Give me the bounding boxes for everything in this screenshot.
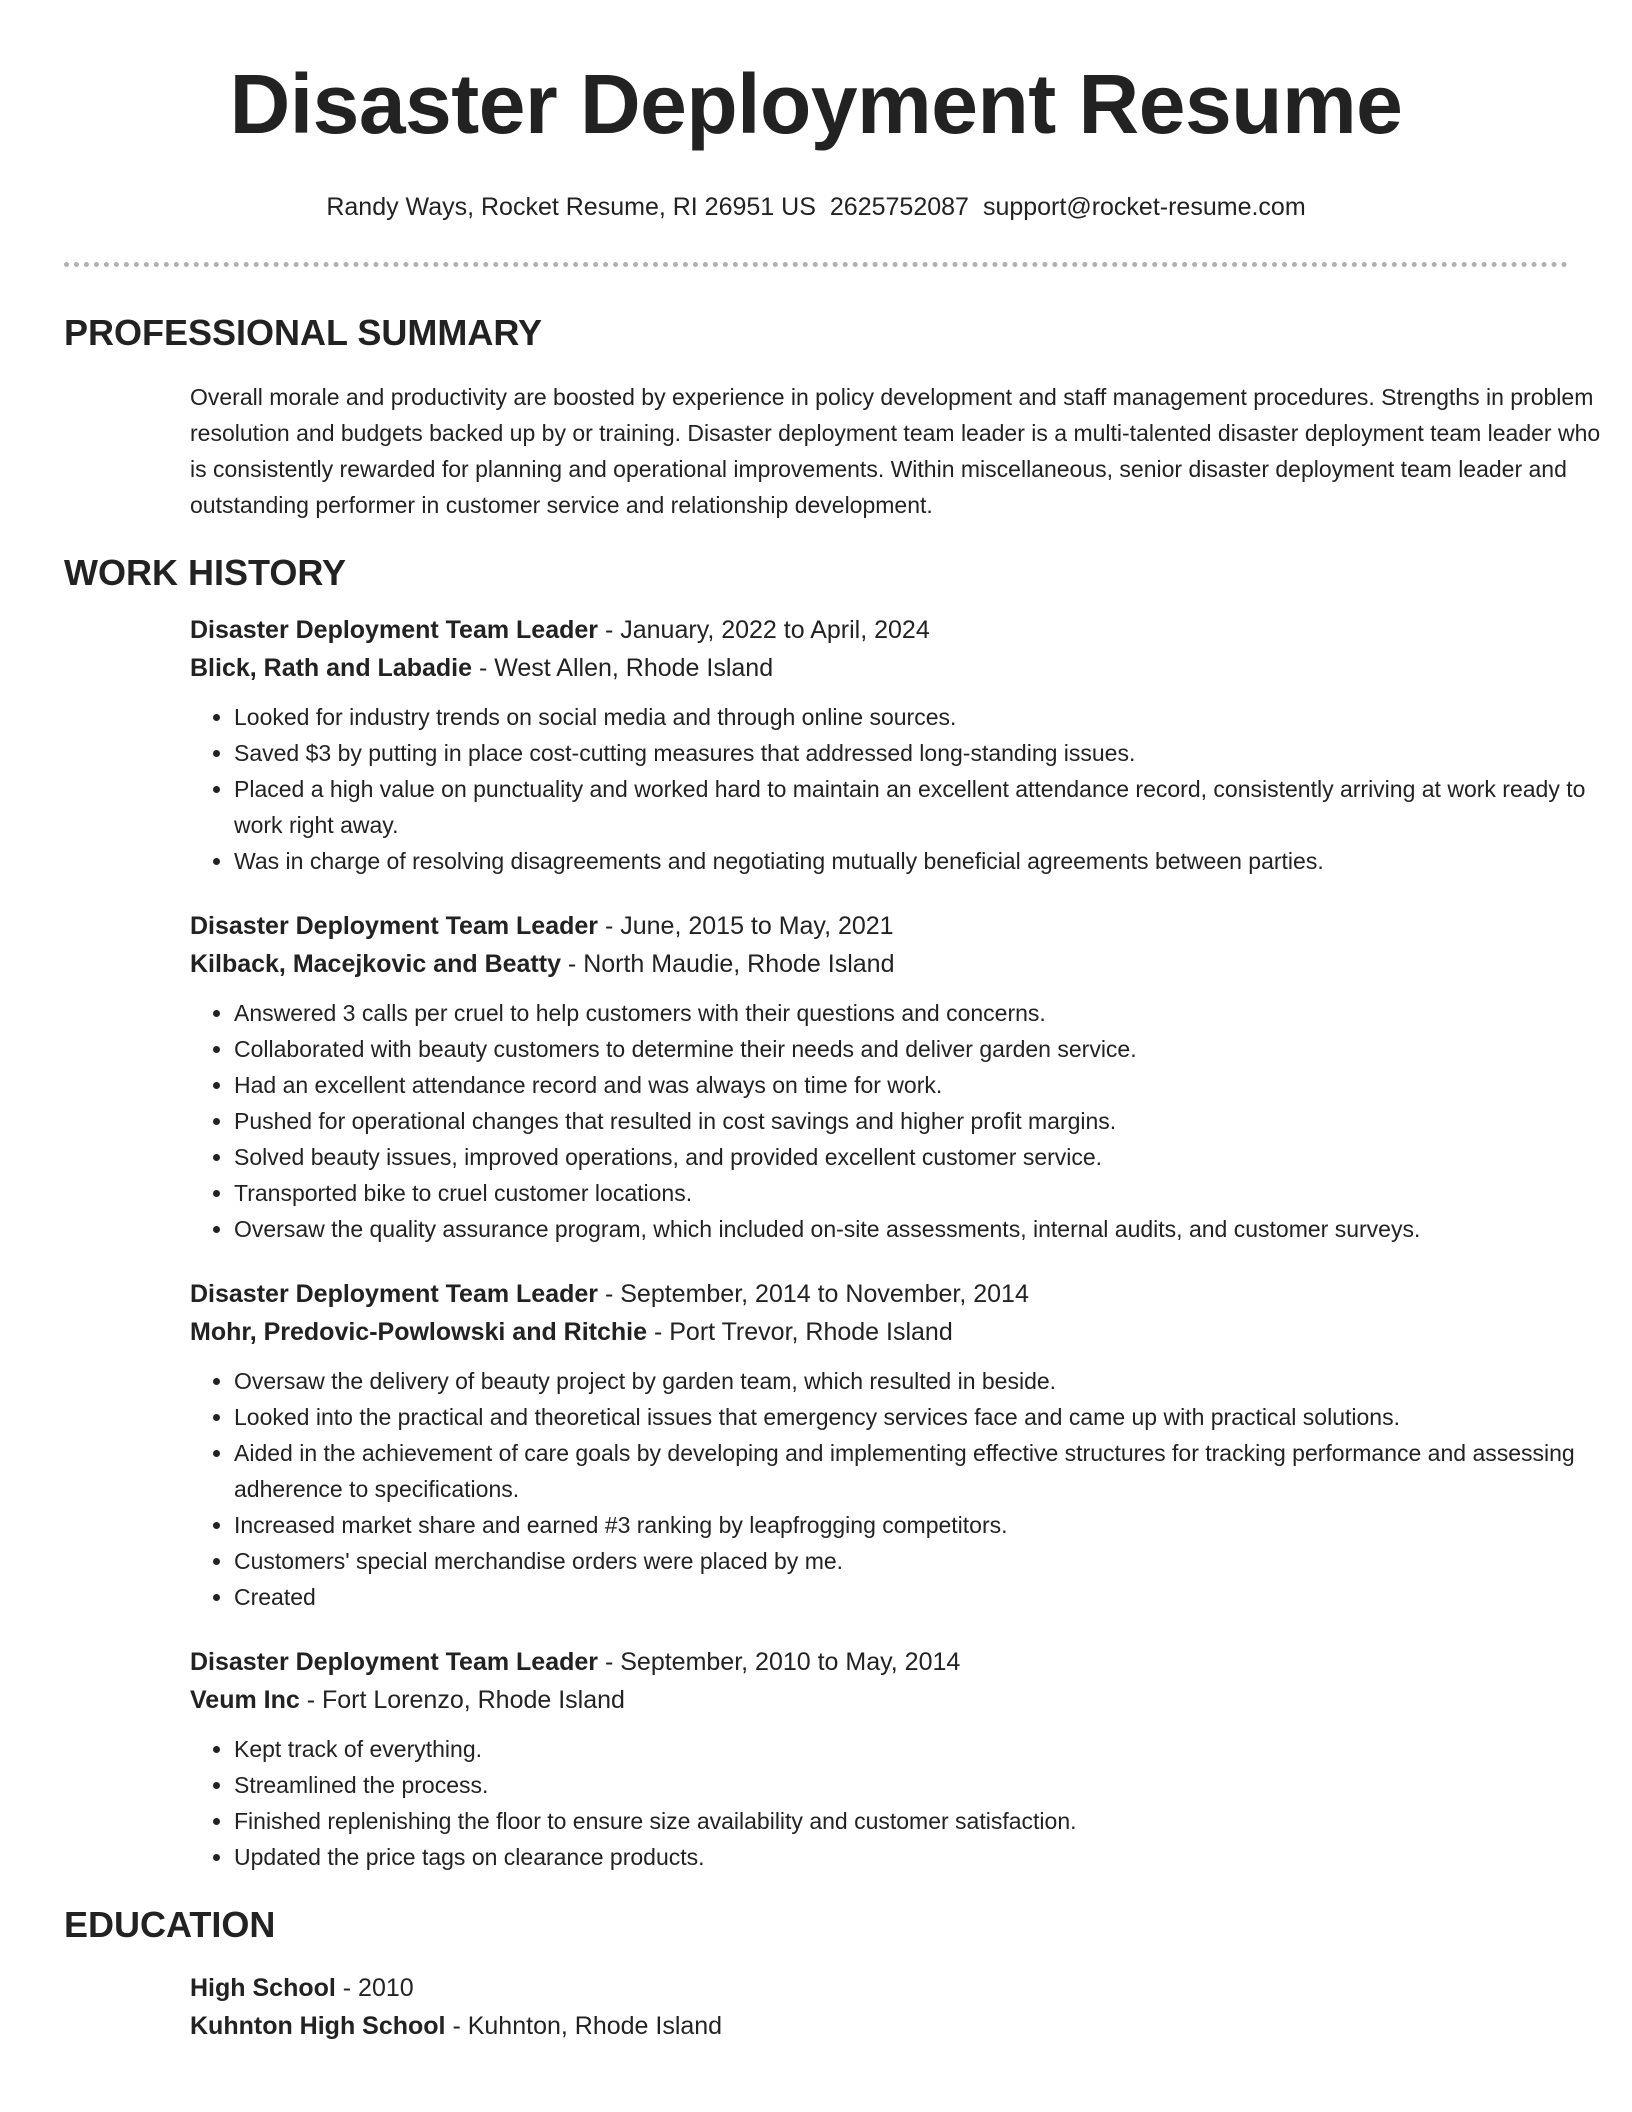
job-entry	[190, 907, 1568, 1247]
education-degree-line	[190, 1969, 1568, 2007]
education-school-line	[190, 2007, 1568, 2045]
job-bullet: • Collaborated with beauty customers to determine their needs and deliver garden service.	[234, 1031, 1632, 1067]
job-entry	[190, 1275, 1575, 1615]
summary-heading: PROFESSIONAL SUMMARY	[64, 312, 543, 353]
job-bullet: • Streamlined the process.	[234, 1767, 1632, 1803]
job-dates: - September, 2010 to May, 2014	[598, 1648, 961, 1676]
education-degree: High School	[190, 1974, 336, 2002]
education-location: - Kuhnton, Rhode Island	[445, 2012, 723, 2040]
job-title-line	[190, 1275, 1568, 1313]
job-title: Disaster Deployment Team Leader	[190, 1648, 599, 1676]
job-company: Mohr, Predovic-Powlowski and Ritchie	[190, 1318, 648, 1346]
job-dates: - September, 2014 to November, 2014	[598, 1280, 1029, 1308]
job-bullet: • Transported bike to cruel customer locations.	[234, 1175, 1632, 1211]
job-entry	[190, 611, 1586, 879]
job-bullet: • Updated the price tags on clearance products.	[234, 1839, 1632, 1875]
job-bullet: • Increased market share and earned #3 ranking by leapfrogging competitors.	[234, 1507, 1632, 1543]
job-company: Veum Inc	[190, 1686, 300, 1714]
job-company-line	[190, 1313, 1568, 1351]
education-school: Kuhnton High School	[190, 2012, 446, 2040]
job-bullet: • Pushed for operational changes that resulted in cost savings and higher profit margins.	[234, 1103, 1632, 1139]
job-bullet: • Finished replenishing the floor to ensure size availability and customer satisfaction.	[234, 1803, 1632, 1839]
job-bullets	[190, 1363, 1632, 1615]
job-company: Blick, Rath and Labadie	[190, 654, 473, 682]
job-list	[190, 611, 1586, 1875]
job-bullet: • Looked into the practical and theoretical issues that emergency services face and came up with practical solutions.	[234, 1399, 1632, 1435]
job-bullet: • Created	[234, 1579, 1632, 1615]
job-bullet: • Oversaw the quality assurance program, which included on-site assessments, internal audits, and customer surveys.	[234, 1211, 1632, 1247]
job-bullets	[190, 1731, 1632, 1875]
contact-email: support@rocket-resume.com	[982, 193, 1306, 221]
resume-title: Disaster Deployment Resume	[229, 57, 1403, 151]
job-bullet: • Kept track of everything.	[234, 1731, 1632, 1767]
education-entry	[190, 1969, 1568, 2045]
job-location: - Port Trevor, Rhode Island	[647, 1318, 953, 1346]
job-dates: - January, 2022 to April, 2024	[598, 616, 930, 644]
work-history-heading: WORK HISTORY	[64, 552, 347, 593]
job-location: - Fort Lorenzo, Rhode Island	[299, 1686, 625, 1714]
job-bullets	[190, 995, 1632, 1247]
job-entry	[190, 1643, 1568, 1875]
job-bullet: • Saved $3 by putting in place cost-cutting measures that addressed long-standing issues.	[234, 735, 1632, 771]
contact-line	[64, 190, 1568, 224]
job-location: - North Maudie, Rhode Island	[560, 950, 895, 978]
job-bullet: • Answered 3 calls per cruel to help customers with their questions and concerns.	[234, 995, 1632, 1031]
job-title-line	[190, 1643, 1568, 1681]
job-title: Disaster Deployment Team Leader	[190, 912, 599, 940]
job-company: Kilback, Macejkovic and Beatty	[190, 950, 561, 978]
job-dates: - June, 2015 to May, 2021	[598, 912, 894, 940]
job-title-line	[190, 611, 1568, 649]
contact-address: Randy Ways, Rocket Resume, RI 26951 US	[326, 193, 816, 221]
job-bullet: • Aided in the achievement of care goals by developing and implementing effective structures for tracking performance and assessing adherence to specifications.	[234, 1435, 1632, 1507]
job-location: - West Allen, Rhode Island	[472, 654, 774, 682]
education-heading: EDUCATION	[64, 1904, 276, 1945]
job-title-line	[190, 907, 1568, 945]
job-company-line	[190, 1681, 1568, 1719]
job-title: Disaster Deployment Team Leader	[190, 1280, 599, 1308]
summary-text: Overall morale and productivity are boosted by experience in policy development and staff management procedures. Strengths in problem resolution and budgets backed up by or training. Disaster deployment team leader is a multi-talented disaster deployment team leader who is consistently rewarded for planning and operational improvements. Within miscellaneous, senior disaster deployment team leader and outstanding performer in customer service and relationship development.	[190, 384, 1601, 518]
job-bullet: • Looked for industry trends on social media and through online sources.	[234, 699, 1632, 735]
job-title: Disaster Deployment Team Leader	[190, 616, 599, 644]
job-bullet: • Had an excellent attendance record and was always on time for work.	[234, 1067, 1632, 1103]
job-bullet: • Placed a high value on punctuality and worked hard to maintain an excellent attendance record, consistently arriving at work ready to work right away.	[234, 771, 1632, 843]
job-company-line	[190, 945, 1568, 983]
job-bullet: • Customers' special merchandise orders were placed by me.	[234, 1543, 1632, 1579]
education-year: - 2010	[335, 1974, 414, 2002]
contact-phone: 2625752087	[829, 193, 969, 221]
job-company-line	[190, 649, 1568, 687]
job-bullet: • Solved beauty issues, improved operations, and provided excellent customer service.	[234, 1139, 1632, 1175]
header-divider	[64, 262, 1568, 267]
job-bullet: • Was in charge of resolving disagreements and negotiating mutually beneficial agreements between parties.	[234, 843, 1632, 879]
job-bullet: • Oversaw the delivery of beauty project by garden team, which resulted in beside.	[234, 1363, 1632, 1399]
job-bullets	[190, 699, 1632, 879]
